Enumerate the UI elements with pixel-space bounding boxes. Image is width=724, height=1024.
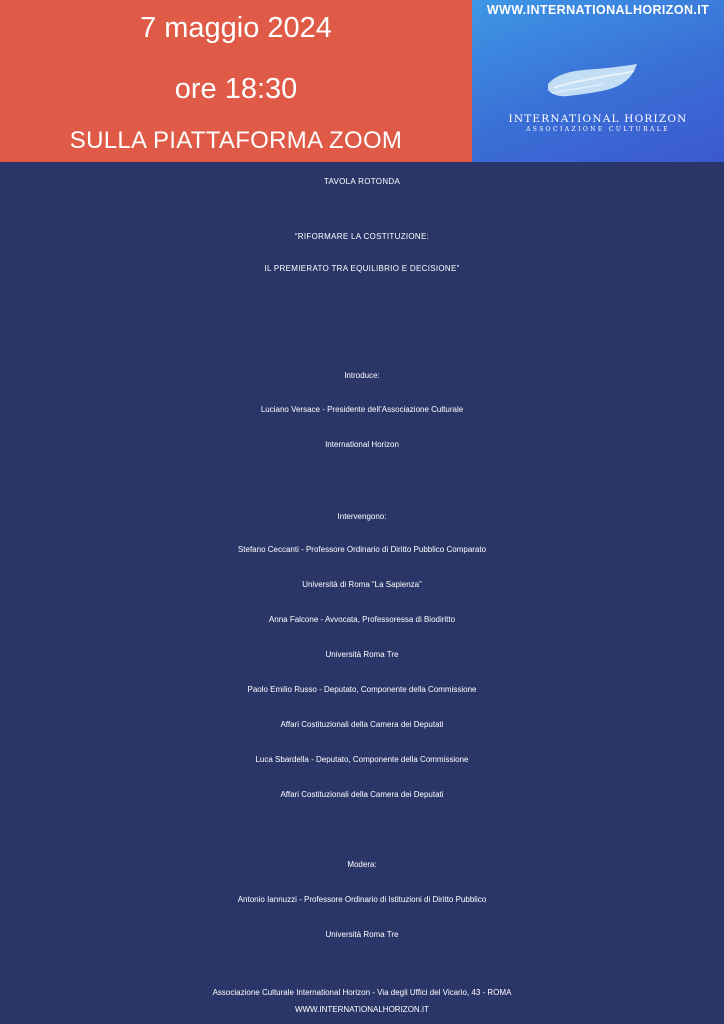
footer-address: Associazione Culturale International Horizon - Via degli Uffici del Vicario, 43 - ROMA [212,988,512,997]
logo-panel [472,0,724,162]
introduce-line: International Horizon [325,440,399,449]
date-panel [0,0,472,162]
footer-website-url: WWW.INTERNATIONALHORIZON.IT [294,1005,430,1014]
moderator-heading: Modera: [347,860,377,869]
brush-stroke-logo-icon [544,62,640,100]
event-date: 7 maggio 2024 [140,12,332,44]
event-type: TAVOLA ROTONDA [323,177,401,186]
moderator-line: Università Roma Tre [325,930,399,939]
header-website-url: WWW.INTERNATIONALHORIZON.IT [486,3,710,17]
event-title-line-1: “RIFORMARE LA COSTITUZIONE: [294,232,430,241]
speaker-line: Università Roma Tre [325,650,399,659]
event-platform: SULLA PIATTAFORMA ZOOM [69,127,403,154]
speaker-line: Stefano Ceccanti - Professore Ordinario di Diritto Pubblico Comparato [237,545,487,554]
speaker-line: Luca Sbardella - Deputato, Componente della Commissione [255,755,469,764]
moderator-line: Antonio Iannuzzi - Professore Ordinario di Istituzioni di Diritto Pubblico [237,895,487,904]
logo-organization-name: INTERNATIONAL HORIZON [508,113,688,125]
speaker-line: Università di Roma “La Sapienza” [302,580,422,589]
event-time: ore 18:30 [174,73,298,105]
speaker-line: Anna Falcone - Avvocata, Professoressa di Biodiritto [268,615,456,624]
logo-organization-subtitle: ASSOCIAZIONE CULTURALE [526,126,670,133]
speakers-heading: Intervengono: [337,512,387,521]
header-banner [0,0,724,162]
speaker-line: Affari Costituzionali della Camera dei Deputati [280,790,444,799]
speaker-line: Affari Costituzionali della Camera dei Deputati [280,720,444,729]
speaker-line: Paolo Emilio Russo - Deputato, Componente della Commissione [247,685,477,694]
introduce-heading: Introduce: [344,371,380,380]
event-title-line-2: IL PREMIERATO TRA EQUILIBRIO E DECISIONE” [264,264,460,273]
introduce-line: Luciano Versace - Presidente dell’Associazione Culturale [260,405,464,414]
